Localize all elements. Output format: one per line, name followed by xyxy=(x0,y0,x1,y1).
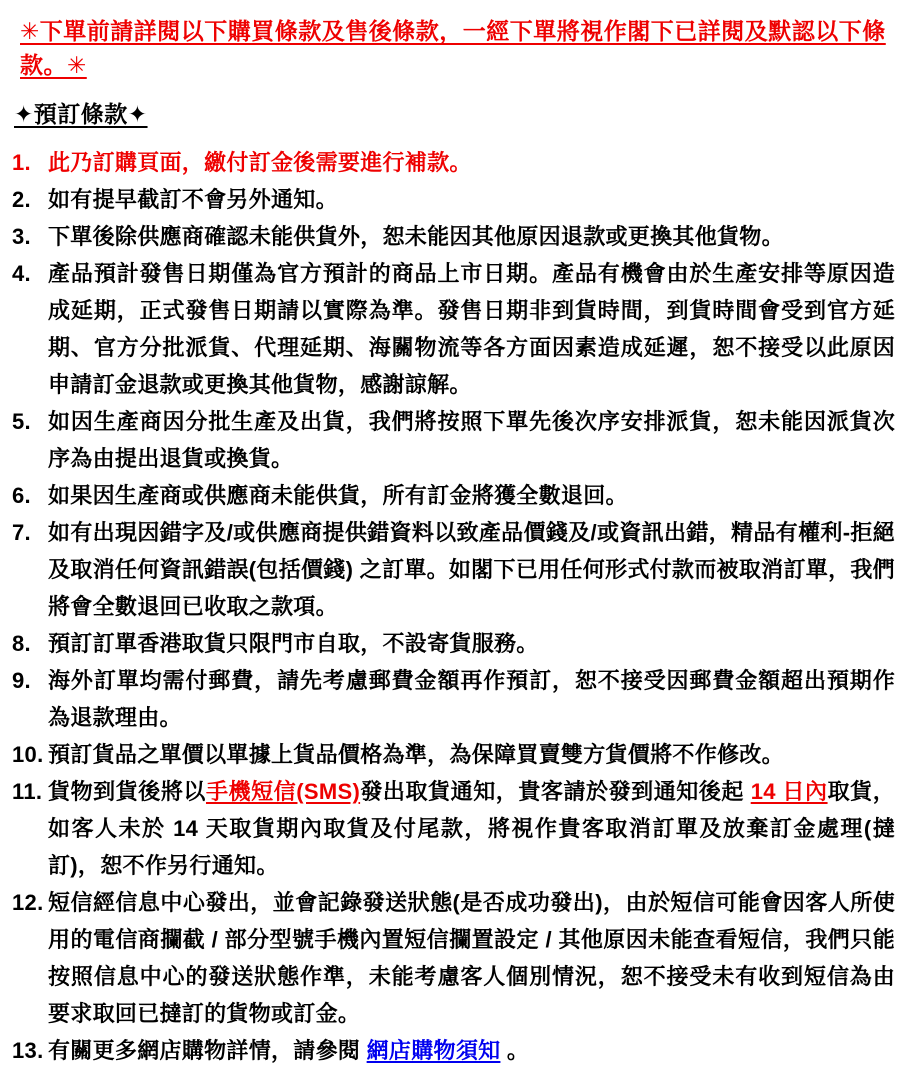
term-text-body xyxy=(48,150,472,175)
term-item-1 xyxy=(12,144,895,181)
term-text-body xyxy=(48,742,784,767)
term-text-body xyxy=(48,224,784,249)
term-text-body xyxy=(48,890,895,1026)
term-item-9 xyxy=(12,662,895,736)
term-text: 貨物到貨後將以 xyxy=(48,779,206,804)
term-text-body xyxy=(48,409,895,471)
store-shopping-notes-link[interactable]: 網店購物須知 xyxy=(366,1038,501,1063)
term-number-11: 11. xyxy=(12,779,43,804)
term-text: 短信經信息中心發出，並會記錄發送狀態(是否成功發出)，由於短信可能會因客人所使用的電信商攔截 / 部分型號手機內置短信攔置設定 / 其他原因未能查看短信，我們只能按照信息中心的發送狀態作準，未能考慮客人個別情況，恕不接受未有收到短信為由要求取回已撻訂的貨物或訂金。 xyxy=(48,890,895,1026)
term-text: 取貨，如客人未於 14 天取貨期內取貨及付尾款，將視作貴客取消訂單及放棄訂金處理(撻訂)，恕不作另行通知。 xyxy=(48,779,896,878)
preorder-terms-heading: ✦預訂條款✦ xyxy=(14,101,148,127)
terms-list xyxy=(12,144,895,1069)
term-item-5 xyxy=(12,403,895,477)
term-text-body xyxy=(48,668,895,730)
term-text-body xyxy=(48,187,338,212)
sms-notice-highlight: 手機短信(SMS) xyxy=(205,779,361,804)
term-number-9: 9. xyxy=(12,668,31,693)
term-number-8: 8. xyxy=(12,631,31,656)
term-text: 如果因生產商或供應商未能供貨，所有訂金將獲全數退回。 xyxy=(48,483,628,508)
term-number-3: 3. xyxy=(12,224,31,249)
term-item-12 xyxy=(12,884,895,1032)
term-text-body xyxy=(48,631,539,656)
term-text: 如因生產商因分批生產及出貨，我們將按照下單先後次序安排派貨，恕未能因派貨次序為由提出退貨或換貨。 xyxy=(48,409,895,471)
term-text: 此乃訂購頁面，繳付訂金後需要進行補款。 xyxy=(48,150,472,175)
term-text: 預訂訂單香港取貨只限門市自取，不設寄貨服務。 xyxy=(48,631,539,656)
term-item-13 xyxy=(12,1032,895,1069)
term-number-1: 1. xyxy=(12,150,31,175)
term-text: 發出取貨通知，貴客請於發到通知後起 xyxy=(360,779,751,804)
term-text: 下單後除供應商確認未能供貨外，恕未能因其他原因退款或更換其他貨物。 xyxy=(48,224,784,249)
term-item-4 xyxy=(12,255,895,403)
term-number-6: 6. xyxy=(12,483,31,508)
term-item-11 xyxy=(12,773,895,884)
pickup-deadline-highlight: 14 日內 xyxy=(750,779,828,804)
term-item-3 xyxy=(12,218,895,255)
term-item-8 xyxy=(12,625,895,662)
term-text-body xyxy=(48,483,628,508)
term-number-13: 13. xyxy=(12,1038,44,1063)
term-text-body xyxy=(48,520,895,619)
term-text: 產品預計發售日期僅為官方預計的商品上市日期。產品有機會由於生產安排等原因造成延期，正式發售日期請以實際為準。發售日期非到貨時間，到貨時間會受到官方延期、官方分批派貨、代理延期、海關物流等各方面因素造成延遲，恕不接受以此原因申請訂金退款或更換其他貨物，感謝諒解。 xyxy=(48,261,895,397)
term-number-2: 2. xyxy=(12,187,31,212)
term-text: 如有提早截訂不會另外通知。 xyxy=(48,187,338,212)
term-text: 。 xyxy=(500,1038,530,1063)
term-number-12: 12. xyxy=(12,890,44,915)
term-item-6 xyxy=(12,477,895,514)
term-number-4: 4. xyxy=(12,261,31,286)
term-item-2 xyxy=(12,181,895,218)
term-text-body xyxy=(48,1038,529,1063)
term-text-body xyxy=(48,261,895,397)
term-text-body xyxy=(48,779,895,878)
term-text: 海外訂單均需付郵費，請先考慮郵費金額再作預訂，恕不接受因郵費金額超出預期作為退款理由。 xyxy=(48,668,895,730)
term-text: 預訂貨品之單價以單據上貨品價格為準，為保障買賣雙方貨價將不作修改。 xyxy=(48,742,784,767)
term-text: 如有出現因錯字及/或供應商提供錯資料以致產品價錢及/或資訊出錯，精品有權利-拒絕及取消任何資訊錯誤(包括價錢) 之訂單。如閣下已用任何形式付款而被取消訂單，我們將會全數退回已收取之款項。 xyxy=(48,520,895,619)
term-number-7: 7. xyxy=(12,520,31,545)
term-item-7 xyxy=(12,514,895,625)
term-item-10 xyxy=(12,736,895,773)
purchase-notice-header: ✳下單前請詳閱以下購買條款及售後條款，一經下單將視作閣下已詳閱及默認以下條款。✳ xyxy=(20,18,886,78)
term-text: 有關更多網店購物詳情，請參閱 xyxy=(48,1038,367,1063)
term-number-10: 10. xyxy=(12,742,44,767)
term-number-5: 5. xyxy=(12,409,31,434)
